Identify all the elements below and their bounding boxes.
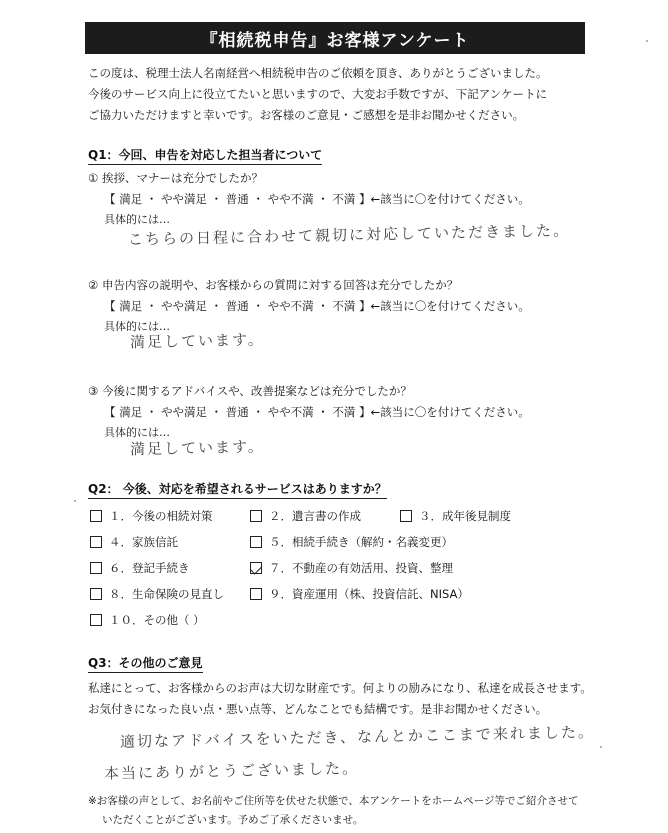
- q1-item-1-scale: 【 満足 ・ やや満足 ・ 普通 ・ やや不満 ・ 不満 】←該当に〇を付けてください。: [104, 192, 530, 206]
- q2-option-10-label: １０．その他（ ）: [109, 613, 205, 627]
- footnote: [88, 792, 608, 830]
- scale-option-somewhat-dissatisfied[interactable]: やや不満: [267, 192, 314, 206]
- intro-paragraph: [88, 63, 588, 126]
- q2-option-4[interactable]: [90, 534, 178, 550]
- q1-item-2-detail-label: 具体的には…: [104, 320, 170, 333]
- checkbox-icon[interactable]: [250, 510, 262, 522]
- q2-option-7-label: ７．不動産の有効活用、投資、整理: [269, 561, 453, 575]
- q1-item-2-handwritten-answer: 満足しています。: [129, 330, 265, 352]
- q2-option-8-label: ８．生命保険の見直し: [109, 587, 224, 601]
- q2-option-9[interactable]: [250, 586, 469, 602]
- scale-option-dissatisfied[interactable]: 不満: [332, 192, 356, 206]
- footnote-line: ※お客様の声として、お名前やご住所等を伏せた状態で、本アンケートをホームページ等でご紹介させて: [88, 795, 579, 807]
- q3-heading: Q3：その他のご意見: [88, 654, 203, 673]
- q1-item-1-number: ①: [88, 171, 99, 185]
- scale-option-somewhat-satisfied[interactable]: やや満足: [160, 299, 207, 313]
- q1-item-3-number: ③: [88, 384, 99, 398]
- q3-body: [88, 678, 592, 720]
- checkbox-icon[interactable]: [250, 536, 262, 548]
- q3-handwritten-answer-line-2: 本当にありがとうございました。: [103, 759, 360, 783]
- scan-speck: [600, 746, 602, 748]
- q3-handwritten-answer-line-1: 適切なアドバイスをいただき、なんとかここまで来れました。: [119, 723, 596, 751]
- scale-option-neutral[interactable]: 普通: [225, 405, 249, 419]
- q2-option-10[interactable]: [90, 612, 205, 628]
- intro-line: この度は、税理士法人名南経営へ相続税申告のご依頼を頂き、ありがとうございました。: [88, 66, 548, 80]
- checkbox-icon[interactable]: [400, 510, 412, 522]
- checkbox-icon[interactable]: [250, 562, 262, 574]
- document-title-banner: [85, 22, 585, 54]
- scale-open-bracket: 【: [104, 299, 116, 313]
- scale-option-somewhat-dissatisfied[interactable]: やや不満: [267, 299, 314, 313]
- q1-item-3-text: [88, 383, 412, 399]
- intro-line: ご協力いただけますと幸いです。お客様のご意見・ご感想を是非お聞かせください。: [88, 108, 525, 122]
- scale-instruction: 】←該当に〇を付けてください。: [359, 299, 530, 313]
- checkbox-icon[interactable]: [250, 588, 262, 600]
- q2-option-3[interactable]: [400, 508, 511, 524]
- q2-option-6-label: ６．登記手続き: [109, 561, 190, 575]
- scale-open-bracket: 【: [104, 192, 116, 206]
- scale-option-satisfied[interactable]: 満足: [119, 192, 143, 206]
- checkbox-icon[interactable]: [90, 536, 102, 548]
- scan-speck: [646, 40, 648, 42]
- q2-option-2-label: ２．遺言書の作成: [269, 509, 361, 523]
- q2-heading: Q2： 今後、対応を希望されるサービスはありますか？: [88, 480, 387, 499]
- scale-open-bracket: 【: [104, 405, 116, 419]
- q1-item-1-label: 挨拶、マナーは充分でしたか？: [101, 171, 263, 185]
- checkbox-icon[interactable]: [90, 562, 102, 574]
- q2-option-5-label: ５．相続手続き（解約・名義変更）: [269, 535, 453, 549]
- q1-heading: Q1：今回、申告を対応した担当者について: [88, 146, 322, 165]
- scale-option-somewhat-dissatisfied[interactable]: やや不満: [267, 405, 314, 419]
- q1-item-2-number: ②: [88, 278, 99, 292]
- scale-option-satisfied[interactable]: 満足: [119, 299, 143, 313]
- q2-option-4-label: ４．家族信託: [109, 535, 178, 549]
- q1-item-3-scale: 【 満足 ・ やや満足 ・ 普通 ・ やや不満 ・ 不満 】←該当に〇を付けてください。: [104, 405, 530, 419]
- q2-option-2[interactable]: [250, 508, 361, 524]
- q3-body-line: 私達にとって、お客様からのお声は大切な財産です。何よりの励みになり、私達を成長させます。: [88, 681, 592, 695]
- checkbox-icon[interactable]: [90, 588, 102, 600]
- q1-item-3-label: 今後に関するアドバイスや、改善提案などは充分でしたか？: [101, 384, 412, 398]
- scale-option-somewhat-satisfied[interactable]: やや満足: [160, 192, 207, 206]
- q1-item-2-label: 申告内容の説明や、お客様からの質問に対する回答は充分でしたか？: [101, 278, 459, 292]
- q1-item-3-detail-label: 具体的には…: [104, 426, 170, 439]
- footnote-line: いただくことがございます。予めご了承くださいませ。: [102, 814, 364, 826]
- scale-instruction: 】←該当に〇を付けてください。: [359, 192, 530, 206]
- scale-option-satisfied[interactable]: 満足: [119, 405, 143, 419]
- q1-item-1-detail-label: 具体的には…: [104, 213, 170, 226]
- q2-option-8[interactable]: [90, 586, 224, 602]
- q1-item-3-handwritten-answer: 満足しています。: [129, 437, 265, 459]
- scale-option-dissatisfied[interactable]: 不満: [332, 405, 356, 419]
- document-title: 『相続税申告』お客様アンケート: [200, 30, 470, 51]
- checkbox-icon[interactable]: [90, 510, 102, 522]
- q2-option-1[interactable]: [90, 508, 213, 524]
- scan-speck: [74, 500, 76, 502]
- q2-option-9-label: ９．資産運用（株、投資信託、NISA）: [269, 587, 469, 601]
- scale-option-dissatisfied[interactable]: 不満: [332, 299, 356, 313]
- q2-option-7[interactable]: [250, 560, 453, 576]
- q1-item-2-scale: 【 満足 ・ やや満足 ・ 普通 ・ やや不満 ・ 不満 】←該当に〇を付けてください。: [104, 299, 530, 313]
- scale-instruction: 】←該当に〇を付けてください。: [359, 405, 530, 419]
- q1-item-2-text: [88, 277, 458, 293]
- q1-item-1-text: [88, 170, 263, 186]
- scale-option-somewhat-satisfied[interactable]: やや満足: [160, 405, 207, 419]
- checkbox-icon[interactable]: [90, 614, 102, 626]
- q3-body-line: お気付きになった良い点・悪い点等、どんなことでも結構です。是非お聞かせください。: [88, 702, 548, 716]
- intro-line: 今後のサービス向上に役立てたいと思いますので、大変お手数ですが、下記アンケートに: [88, 87, 548, 101]
- q2-option-1-label: １．今後の相続対策: [109, 509, 213, 523]
- q2-option-3-label: ３．成年後見制度: [419, 509, 511, 523]
- q1-item-1-handwritten-answer: こちらの日程に合わせて親切に対応していただきました。: [127, 221, 571, 249]
- scale-option-neutral[interactable]: 普通: [225, 192, 249, 206]
- scale-option-neutral[interactable]: 普通: [225, 299, 249, 313]
- q2-option-5[interactable]: [250, 534, 453, 550]
- q2-option-6[interactable]: [90, 560, 190, 576]
